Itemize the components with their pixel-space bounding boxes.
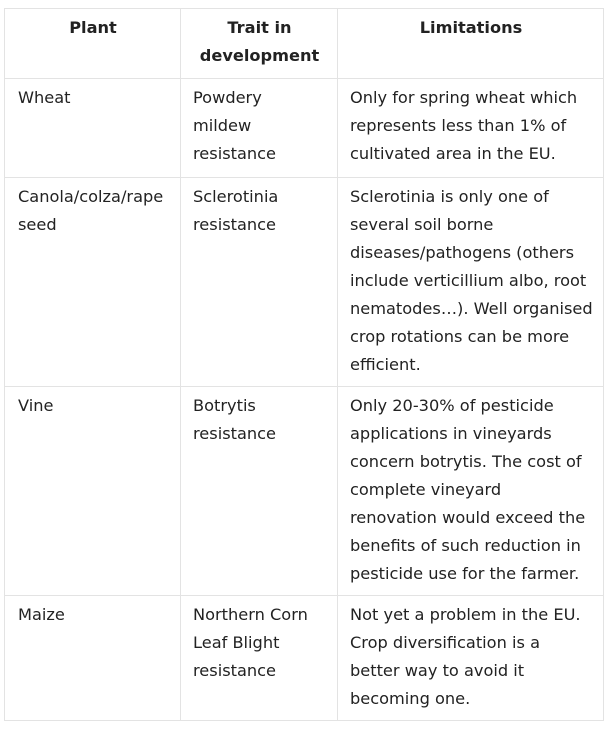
table-row bbox=[5, 79, 604, 178]
cell-plant: Vine bbox=[5, 387, 181, 596]
traits-table-container bbox=[4, 8, 603, 721]
cell-limitations: Only 20-30% of pesticide applications in vineyards concern botrytis. The cost of complete vineyard renovation would exceed the benefits of such reduction in pesticide use for the farmer. bbox=[338, 387, 604, 596]
header-row bbox=[5, 9, 604, 79]
table-row bbox=[5, 387, 604, 596]
table-body bbox=[5, 79, 604, 721]
cell-trait: Powdery mildew resistance bbox=[181, 79, 338, 178]
cell-plant: Maize bbox=[5, 596, 181, 721]
cell-limitations: Sclerotinia is only one of several soil borne diseases/pathogens (others include verticillium albo, root nematodes…). Well organised crop rotations can be more efficient. bbox=[338, 178, 604, 387]
cell-plant: Canola/colza/rape seed bbox=[5, 178, 181, 387]
cell-limitations: Only for spring wheat which represents less than 1% of cultivated area in the EU. bbox=[338, 79, 604, 178]
cell-trait: Sclerotinia resistance bbox=[181, 178, 338, 387]
cell-trait: Northern Corn Leaf Blight resistance bbox=[181, 596, 338, 721]
traits-table bbox=[4, 8, 604, 721]
cell-plant: Wheat bbox=[5, 79, 181, 178]
cell-trait: Botrytis resistance bbox=[181, 387, 338, 596]
cell-limitations: Not yet a problem in the EU. Crop diversification is a better way to avoid it becoming one. bbox=[338, 596, 604, 721]
header-trait: Trait in development bbox=[181, 9, 338, 79]
header-plant: Plant bbox=[5, 9, 181, 79]
table-row bbox=[5, 178, 604, 387]
table-header bbox=[5, 9, 604, 79]
table-row bbox=[5, 596, 604, 721]
header-limitations: Limitations bbox=[338, 9, 604, 79]
